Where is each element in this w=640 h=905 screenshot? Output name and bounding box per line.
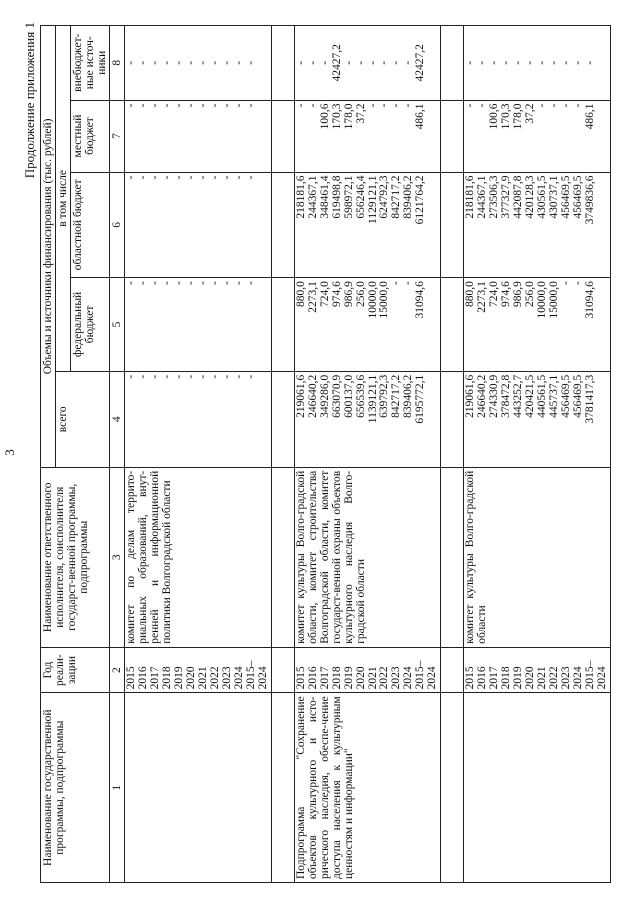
- col-number: 4: [110, 371, 125, 467]
- spacer-row: [441, 26, 464, 883]
- header-federal: федеральный бюджет: [71, 278, 110, 372]
- program-name: Подпрограмма "Сохранение объектов культурного и исто-рического наследия, обеспе-чение доступа населения к культурным ценностям и информации": [294, 693, 440, 883]
- col-number: 6: [110, 172, 125, 278]
- header-including: в том числе: [56, 26, 71, 372]
- header-year: Год реали-зации: [41, 647, 110, 693]
- program-name: [464, 693, 610, 883]
- col-number: 5: [110, 278, 125, 372]
- col-number: 8: [110, 26, 125, 101]
- header-regional: областной бюджет: [71, 172, 110, 278]
- years-cell: 2015 2016 2017 2018 2019 2020 2021 2022 2023 2024 2015–2024: [464, 647, 610, 693]
- regional-values: 218181,6 244367,1 348461,4 619498,8 598972,1 656246,4 1129121,1 624792,3 842717,2 839406,2 6121764,2: [294, 172, 440, 278]
- total-values: 219061,6 246640,2 349286,0 663070,9 600137,0 656539,6 1139121,1 639792,3 842717,2 839406,2 6195772,1: [294, 371, 440, 467]
- column-numbers-row: [110, 26, 125, 883]
- executor-name: комитет культуры Волго-градской области: [464, 467, 610, 647]
- extra-values: - - - - - - - - - - -: [464, 26, 610, 101]
- regional-values: - - - - - - - - - - -: [125, 172, 271, 278]
- local-values: - - - - - - - - - - -: [125, 100, 271, 172]
- header-extra: внебюджет-ные источ-ники: [71, 26, 110, 101]
- spacer-row: [271, 26, 294, 883]
- col-number: 2: [110, 647, 125, 693]
- header-total: всего: [56, 371, 110, 467]
- local-values: - - 100,6 170,3 178,0 37,2 - - - - 486,1: [464, 100, 610, 172]
- total-values: - - - - - - - - - - -: [125, 371, 271, 467]
- executor-name: комитет культуры Волго-градской области, комитет строительства Волгоградской области, комитет государст-венной охраны объектов культурного наследия Волго-градской области: [294, 467, 440, 647]
- header-local: местный бюджет: [71, 100, 110, 172]
- page-number: 3: [2, 449, 17, 456]
- header-executor: Наименование ответственного исполнителя, соисполнителя государст-венной программы, подпрограммы: [41, 467, 110, 647]
- table-row: [125, 26, 271, 883]
- header-row-1: [41, 26, 56, 883]
- extra-values: - - - - - - - - - - -: [125, 26, 271, 101]
- header-program: Наименование государственной программы, подпрограммы: [41, 693, 110, 883]
- financing-table: [40, 25, 611, 883]
- local-values: - - 100,6 170,3 178,0 37,2 - - - - 486,1: [294, 100, 440, 172]
- table-row: [464, 26, 610, 883]
- col-number: 7: [110, 100, 125, 172]
- regional-values: 218181,6 244367,1 273506,3 377327,9 442087,8 420128,3 430561,5 430737,1 456469,5 456469,5 3749836,6: [464, 172, 610, 278]
- federal-values: 880,0 2273,1 724,0 974,6 986,9 256,0 10000,0 15000,0 - - 31094,6: [294, 278, 440, 372]
- extra-values: - - - 42427,2 - - - - - - 42427,2: [294, 26, 440, 101]
- federal-values: - - - - - - - - - - -: [125, 278, 271, 372]
- continuation-note: Продолжение приложения 1: [22, 22, 37, 179]
- federal-values: 880,0 2273,1 724,0 974,6 986,9 256,0 10000,0 15000,0 - - 31094,6: [464, 278, 610, 372]
- col-number: 1: [110, 693, 125, 883]
- col-number: 3: [110, 467, 125, 647]
- total-values: 219061,6 246640,2 274330,9 378472,8 443252,7 420421,5 440561,5 445737,1 456469,5 456469,5 3781417,3: [464, 371, 610, 467]
- program-name: [125, 693, 271, 883]
- header-volumes: Объемы и источники финансирования (тыс. рублей): [41, 26, 56, 468]
- years-cell: 2015 2016 2017 2018 2019 2020 2021 2022 2023 2024 2015–2024: [125, 647, 271, 693]
- executor-name: комитет по делам террито-риальных образований, внут-ренней и информационной политики Волгоградской области: [125, 467, 271, 647]
- years-cell: 2015 2016 2017 2018 2019 2020 2021 2022 2023 2024 2015–2024: [294, 647, 440, 693]
- table-row: [294, 26, 440, 883]
